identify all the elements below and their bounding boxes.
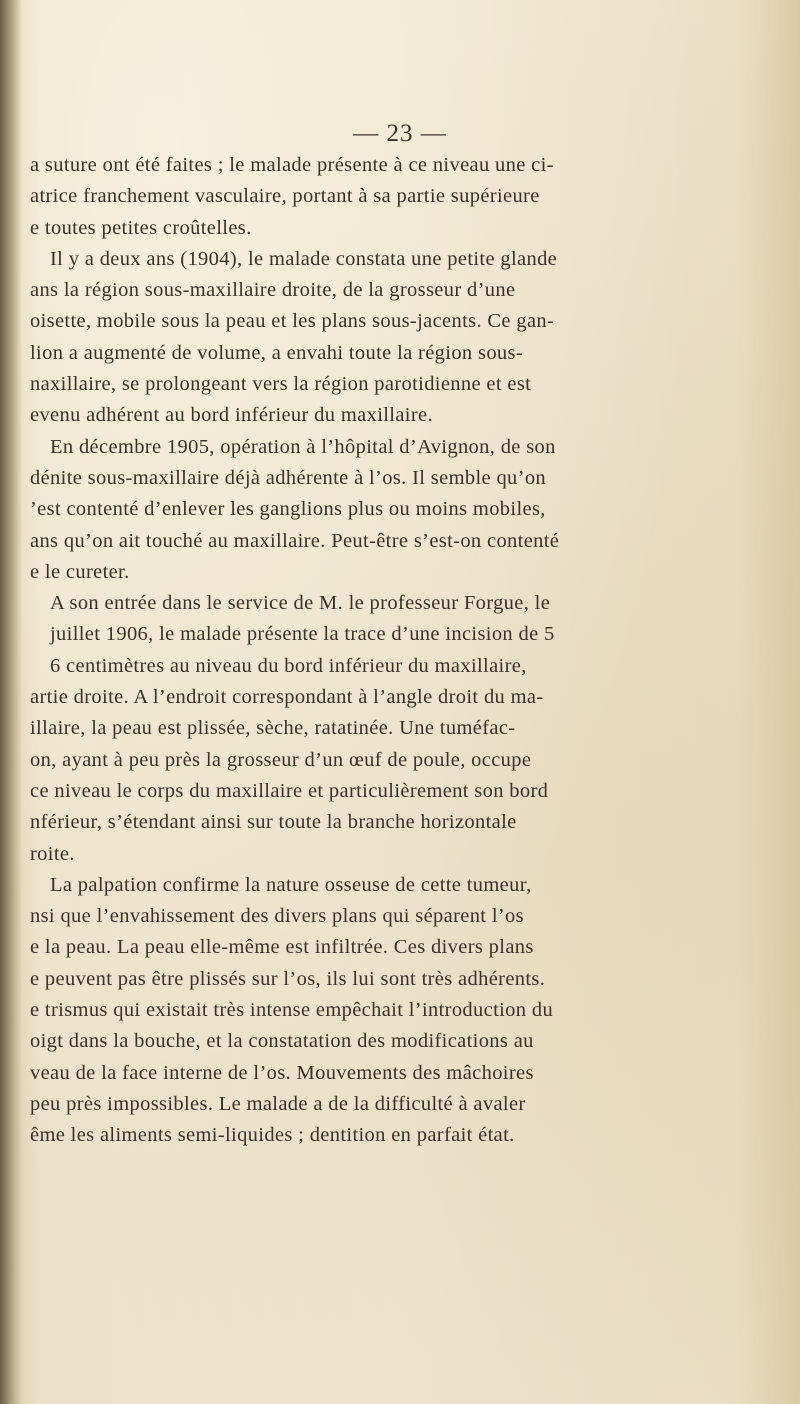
text-line: e le cureter.: [30, 560, 130, 583]
text-line: oigt dans la bouche, et la constatation des modifications au: [30, 1030, 534, 1053]
text-line: Il y a deux ans (1904), le malade constata une petite glande: [50, 247, 558, 270]
text-line: nférieur, s’étendant ainsi sur toute la branche horizontale: [30, 811, 517, 834]
text-line: juillet 1906, le malade présente la trace d’une incision de 5: [50, 623, 555, 646]
text-line: evenu adhérent au bord inférieur du maxillaire.: [30, 404, 433, 427]
page-number: — 23 —: [353, 120, 447, 147]
text-line: oisette, mobile sous la peau et les plans sous-jacents. Ce gan-: [30, 310, 555, 333]
text-line: on, ayant à peu près la grosseur d’un œuf de poule, occupe: [30, 748, 532, 771]
text-line: lion a augmenté de volume, a envahi toute la région sous-: [30, 341, 524, 364]
book-binding-shadow: [0, 0, 22, 1404]
text-line: artie droite. A l’endroit correspondant à l’angle droit du ma-: [30, 686, 544, 709]
text-line: roite.: [30, 842, 75, 865]
text-line: ce niveau le corps du maxillaire et particulièrement son bord: [30, 779, 549, 802]
text-line: ’est contenté d’enlever les ganglions plus ou moins mobiles,: [30, 498, 546, 521]
text-line: dénite sous-maxillaire déjà adhérente à l’os. Il semble qu’on: [30, 466, 547, 489]
text-line: ême les aliments semi-liquides ; dentition en parfait état.: [30, 1124, 515, 1147]
text-line: 6 centimètres au niveau du bord inférieur du maxillaire,: [50, 654, 527, 677]
text-line: illaire, la peau est plissée, sèche, ratatinée. Une tuméfac-: [30, 717, 516, 740]
text-line: atrice franchement vasculaire, portant à sa partie supérieure: [30, 185, 540, 208]
text-line: veau de la face interne de l’os. Mouvements des mâchoires: [30, 1061, 534, 1084]
text-line: peu près impossibles. Le malade a de la difficulté à avaler: [30, 1092, 526, 1115]
body-text: [30, 150, 790, 1152]
text-line: a suture ont été faites ; le malade présente à ce niveau une ci-: [30, 154, 554, 176]
text-line: ans la région sous-maxillaire droite, de la grosseur d’une: [30, 279, 516, 302]
text-line: ans qu’on ait touché au maxillaire. Peut-être s’est-on contenté: [30, 529, 560, 552]
text-line: nsi que l’envahissement des divers plans qui séparent l’os: [30, 905, 524, 928]
text-line: e toutes petites croûtelles.: [30, 216, 252, 239]
text-line: e la peau. La peau elle-même est infiltrée. Ces divers plans: [30, 936, 534, 959]
text-line: e peuvent pas être plissés sur l’os, ils lui sont très adhérents.: [30, 967, 546, 990]
text-line: naxillaire, se prolongeant vers la région parotidienne et est: [30, 373, 532, 396]
text-line: La palpation confirme la nature osseuse de cette tumeur,: [50, 873, 532, 896]
text-line: e trismus qui existait très intense empêchait l’introduction du: [30, 999, 554, 1022]
text-line: A son entrée dans le service de M. le professeur Forgue, le: [50, 592, 551, 615]
text-line: En décembre 1905, opération à l’hôpital d’Avignon, de son: [50, 435, 556, 458]
